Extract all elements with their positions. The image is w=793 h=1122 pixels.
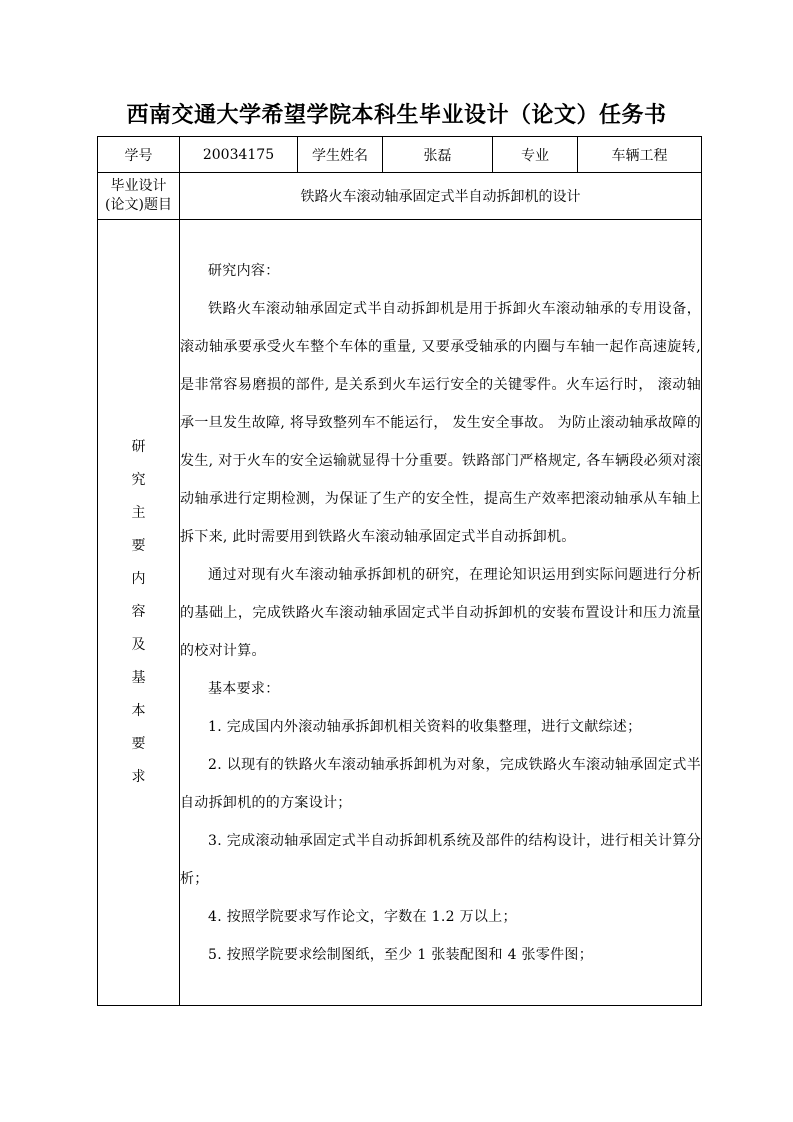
student-info-row: [98, 137, 702, 173]
content-paragraph: 通过对现有火车滚动轴承拆卸机的研究，在理论知识运用到实际问题进行分析的基础上，完成铁路火车滚动轴承固定式半自动拆卸机的安装布置设计和压力流量的校对计算。: [180, 566, 701, 659]
student-name-label: 学生姓名: [312, 147, 368, 164]
content-body-cell: [180, 220, 702, 1006]
thesis-topic-value-cell: [180, 173, 702, 220]
content-paragraph: 5. 按照学院要求绘制图纸，至少 1 张装配图和 4 张零件图；: [208, 946, 594, 963]
student-id-value: 20034175: [202, 146, 275, 163]
content-paragraph: 铁路火车滚动轴承固定式半自动拆卸机是用于拆卸火车滚动轴承的专用设备，滚动轴承要承受火车整个车体的重量, 又要承受轴承的内圈与车轴一起作高速旋转, 是非常容易磨损的部件, 是关系到火车运行安全的关键零件。火车运行时， 滚动轴承一旦发生故障, 将导致整列车不能运行， 发生安全事故。 为防止滚动轴承故障的发生, 对于火车的安全运输就显得十分重要。铁路部门严格规定, 各车辆段必须对滚动轴承进行定期检测，为保证了生产的安全性，提高生产效率把滚动轴承从车轴上拆下来, 此时需要用到铁路火车滚动轴承固定式半自动拆卸机。: [180, 300, 701, 545]
thesis-topic-label-line1: 毕业设计: [110, 178, 167, 195]
content-paragraph: 4. 按照学院要求写作论文，字数在 1.2 万以上；: [208, 908, 517, 925]
content-side-label-cell: [98, 220, 180, 1006]
thesis-topic-label-line2: (论文)题目: [105, 197, 172, 213]
major-label: 专业: [521, 147, 549, 164]
student-name-value-cell: [383, 137, 493, 173]
student-id-label: 学号: [124, 147, 153, 164]
content-paragraph: 基本要求：: [208, 680, 280, 697]
thesis-topic-label-cell: [98, 173, 180, 220]
student-name-value: 张磊: [423, 147, 452, 164]
content-paragraph: 研究内容：: [208, 262, 280, 279]
content-row: [98, 220, 702, 1006]
content-side-label: 研究主要内容及基本要求: [131, 439, 146, 785]
major-value-cell: [578, 137, 702, 173]
thesis-topic-value: 铁路火车滚动轴承固定式半自动拆卸机的设计: [300, 189, 581, 205]
major-value: 车辆工程: [611, 147, 668, 164]
content-paragraph: 2. 以现有的铁路火车滚动轴承拆卸机为对象，完成铁路火车滚动轴承固定式半自动拆卸机的的方案设计；: [180, 756, 701, 811]
thesis-topic-row: [98, 173, 702, 220]
student-id-value-cell: [180, 137, 298, 173]
content-paragraph: 3. 完成滚动轴承固定式半自动拆卸机系统及部件的结构设计，进行相关计算分析；: [180, 832, 701, 887]
student-name-label-cell: [298, 137, 383, 173]
document-title: 西南交通大学希望学院本科生毕业设计（论文）任务书: [126, 102, 667, 128]
major-label-cell: [493, 137, 578, 173]
task-form-table: [97, 136, 702, 1006]
content-paragraph: 1. 完成国内外滚动轴承拆卸机相关资料的收集整理，进行文献综述；: [208, 718, 642, 735]
student-id-label-cell: [98, 137, 180, 173]
